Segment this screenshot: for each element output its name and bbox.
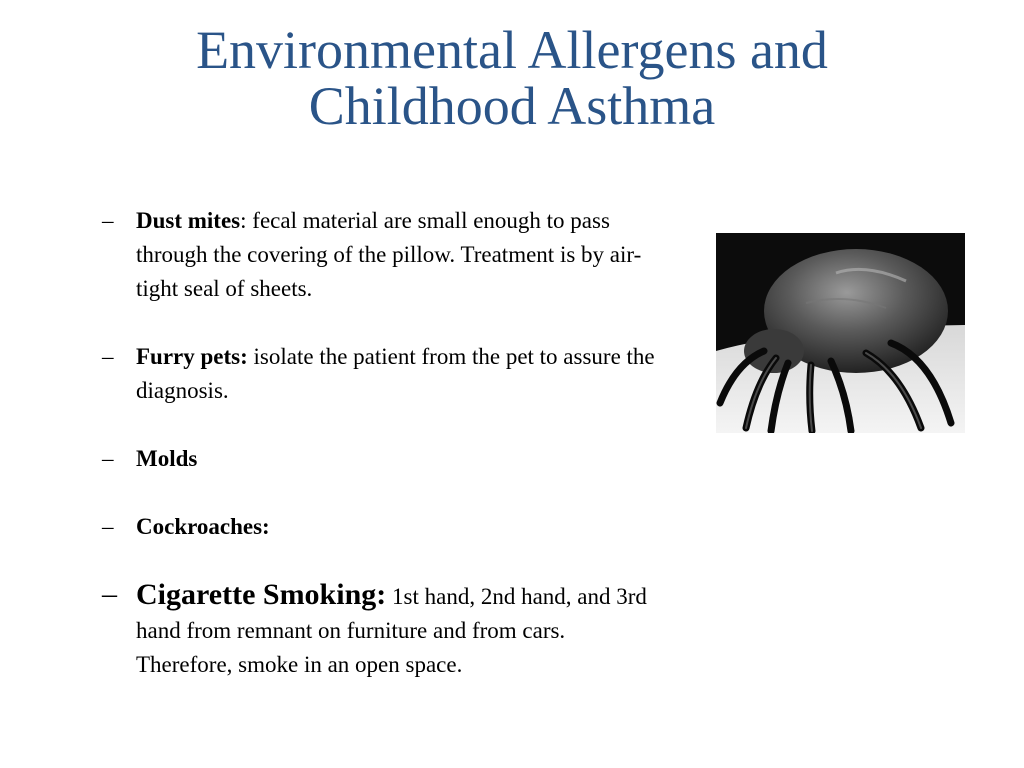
- bullet-molds: [100, 442, 660, 476]
- bullet-heading: Cigarette Smoking:: [136, 578, 387, 611]
- bullet-marker: –: [102, 577, 117, 610]
- title-line-1: Environmental Allergens and: [196, 20, 828, 80]
- bullet-dust-mites: [100, 204, 660, 306]
- bullet-marker: –: [102, 344, 114, 369]
- bullet-heading: Molds: [136, 446, 198, 471]
- bullet-cigarette-smoking: [100, 578, 660, 682]
- dust-mite-illustration: [716, 233, 965, 433]
- title-line-2: Childhood Asthma: [308, 76, 716, 136]
- bullet-marker: –: [102, 446, 114, 471]
- bullet-heading: Furry pets:: [136, 344, 248, 369]
- bullet-marker: –: [102, 208, 114, 233]
- bullet-text: 1st hand, 2nd hand, and 3rd hand from remnant on furniture and from cars. Therefore, smoke in an open space.: [136, 584, 647, 677]
- dust-mite-image: [716, 233, 965, 433]
- bullet-text: isolate the patient from the pet to assure the diagnosis.: [136, 344, 655, 403]
- bullet-heading: Dust mites: [136, 208, 241, 233]
- bullet-heading: Cockroaches:: [136, 514, 270, 539]
- bullet-marker: –: [102, 514, 114, 539]
- bullet-furry-pets: [100, 340, 660, 408]
- bullet-cockroaches: [100, 510, 660, 544]
- slide-title: [60, 22, 964, 134]
- bullet-list: [100, 204, 660, 716]
- bullet-text: : fecal material are small enough to pass through the covering of the pillow. Treatment is by air-tight seal of sheets.: [136, 208, 642, 301]
